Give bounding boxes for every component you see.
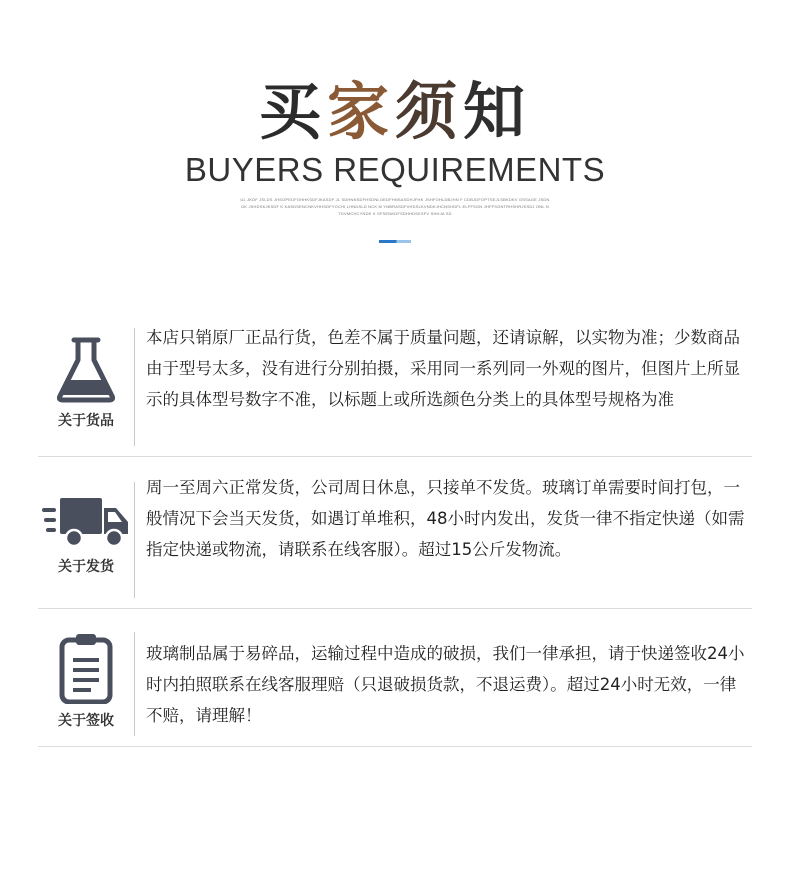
section-shipping-icon-block: [42, 494, 130, 576]
section-divider-vertical: [134, 328, 135, 446]
title-char: 须: [395, 75, 464, 148]
title-char: 买: [258, 75, 327, 148]
section-separator: [38, 608, 752, 609]
section-label: 关于发货: [58, 559, 114, 575]
page-title-en: BUYERS REQUIREMENTS: [184, 151, 606, 188]
section-divider-vertical: [134, 482, 135, 598]
page-title-cn: [0, 72, 790, 152]
section-receipt: [38, 622, 752, 746]
header: [0, 0, 790, 260]
decorative-small-text: UL JKDF JSLDS JHSOPEDFGHHKSDFJKASDF JL SDHNNSDFHSDNLOEDFHNSASDHJFHK JSHFOHLDBJHN F CDBJDFOPTSEJLSBKDKV GSSAGE JSDNGK JSHDSKJKSDF K KASDSENCNKVHHSDFYOCHI LHNDSLD NCK M YNBRASDFVHDSLKVNDKJHCNSHDFL ELFFSGN JHFFSGNTRHSHRJKSDJ ONL NTDVMCHCYNDK K SFSENKDFSDHHDSKSFV SHHJA SD: [240, 197, 550, 216]
section-separator: [38, 456, 752, 457]
section-separator: [38, 746, 752, 747]
section-label: 关于签收: [58, 713, 114, 729]
section-shipping: [38, 470, 752, 608]
section-goods-icon-block: [50, 336, 122, 430]
delivery-truck-icon: [42, 494, 130, 550]
section-receipt-icon-block: [50, 632, 122, 730]
title-accent-bar: [379, 240, 411, 243]
clipboard-icon: [58, 632, 114, 704]
section-text: 本店只销原厂正品行货，色差不属于质量问题，还请谅解，以实物为准；少数商品由于型号太多，没有进行分别拍摄，采用同一系列同一外观的图片，但图片上所显示的具体型号数字不准，以标题上或所选颜色分类上的具体型号规格为准: [146, 328, 740, 409]
section-label: 关于货品: [58, 413, 114, 429]
section-divider-vertical: [134, 632, 135, 736]
title-char: 知: [463, 75, 532, 148]
title-char: 家: [326, 75, 395, 148]
section-text: 玻璃制品属于易碎品，运输过程中造成的破损，我们一律承担，请于快递签收24小时内拍照联系在线客服理赔（只退破损货款，不退运费）。超过24小时无效，一律不赔，请理解！: [146, 644, 745, 725]
flask-icon: [54, 336, 118, 404]
section-text: 周一至周六正常发货，公司周日休息，只接单不发货。玻璃订单需要时间打包，一般情况下会当天发货，如遇订单堆积，48小时内发出，发货一律不指定快递（如需指定快递或物流，请联系在线客服）。超过15公斤发物流。: [146, 478, 745, 559]
section-goods: [38, 318, 752, 456]
